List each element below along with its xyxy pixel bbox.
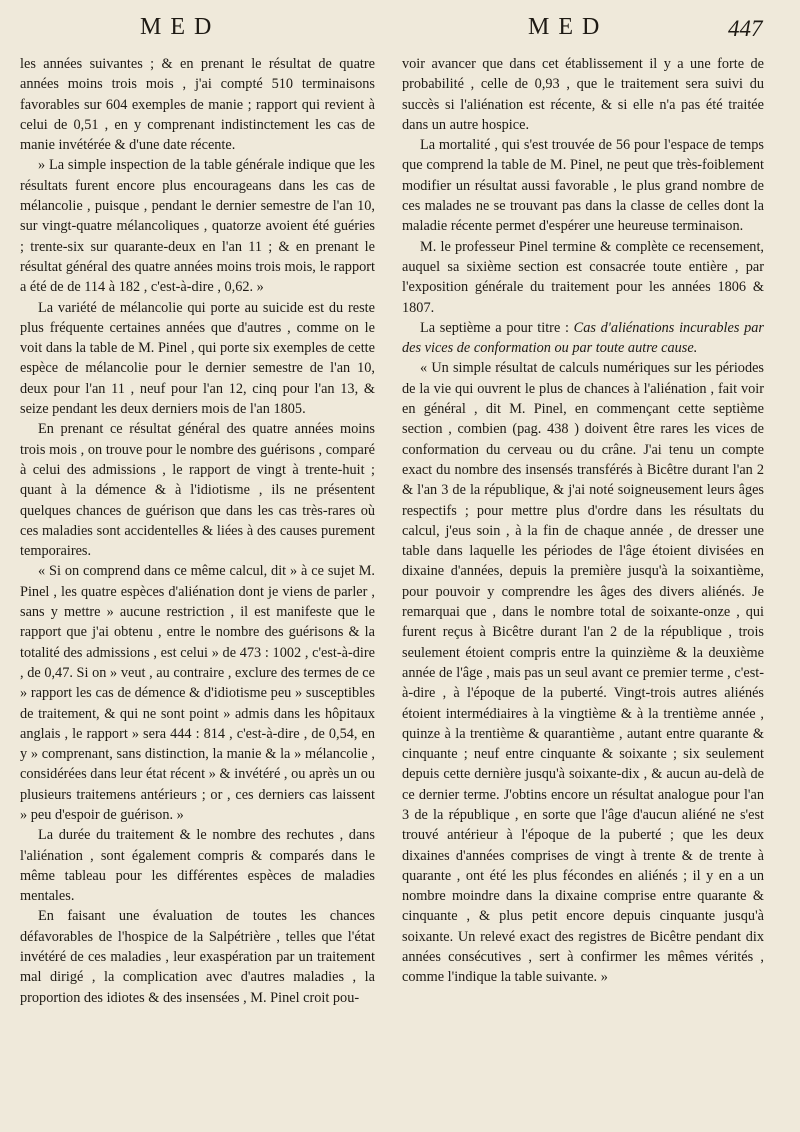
section-title-paragraph: [402, 318, 764, 359]
paragraph: les années suivantes ; & en prenant le résultat de quatre années moins trois mois , j'ai compté 510 terminaisons favorables sur 604 exemples de manie ; rapport qui revient à celui de 0,51 , en y comprenant indistinctement les cas de manie invétérée & d'une date récente.: [20, 56, 375, 154]
paragraph: En faisant une évaluation de toutes les chances défavorables de l'hospice de la Salpétrière , telles que l'état invétéré de ces maladies , leur exaspération par un traitement mal dirigé , la complication avec d'autres maladies , la proportion des idiotes & des insensées , M. Pinel croit pou-: [20, 908, 375, 1006]
quotation-paragraph: « Si on comprend dans ce même calcul, dit » à ce sujet M. Pinel , les quatre espèces d'aliénation dont je viens de parler , sans y mettre » aucune restriction , il est manifeste que le rapport que j'ai obtenu , entre le nombre des guérisons & la totalité des admissions , est celui » de 473 : 1002 , c'est-à-dire , de 0,47. Si on » veut , au contraire , exclure des termes de ce » rapport les cas de démence & d'idiotisme peu » susceptibles de traitement, & qui ne sont point » admis dans les hôpitaux anglais , le rapport » sera 444 : 814 , c'est-à-dire , de 0,54, en y » comprenant, sans distinction, la manie & la » mélancolie , considérées dans leur état récent » & invétéré , ou après un ou plusieurs traitemens antérieurs ; or , ces derniers cas laissent » peu d'espoir de guérison. »: [20, 563, 375, 823]
paragraph: La durée du traitement & le nombre des rechutes , dans l'aliénation , sont également compris & comparés dans le même tableau pour les différentes espèces de maladies mentales.: [20, 827, 375, 905]
paragraph: voir avancer que dans cet établissement il y a une forte de probabilité , celle de 0,93 , que le traitement sera suivi du succès si l'aliénation est récente, & si elle n'a pas été traitée dans un autre hospice.: [402, 56, 764, 133]
section-title: Cas d'aliénations incurables par des vices de conformation ou par toute autre cause.: [402, 319, 764, 357]
paragraph: En prenant ce résultat général des quatre années moins trois mois , on trouve pour le nombre des guérisons , comparé à celui des admissions , le rapport de vingt à trente-huit ; quant à la démence & à l'idiotisme , ils ne présentent quelques chances de guérison que dans les cas très-rares où ces maladies sont accidentelles & liées à des causes purement temporaires.: [20, 421, 375, 560]
page-number: 447: [728, 16, 763, 41]
paragraph: La variété de mélancolie qui porte au suicide est du reste plus fréquente certaines années que d'autres , comme on le voit dans la table de M. Pinel , qui porte six exemples de cette espèce de mélancolie pour le dernier semestre de l'an 10, deux pour l'an 11 , neuf pour l'an 12, cinq pour l'an 13, & seize pendant les deux derniers mois de l'an 1805.: [20, 299, 375, 418]
right-text-column: [402, 54, 764, 988]
left-running-title: MED: [140, 14, 221, 40]
quotation-paragraph: « Un simple résultat de calculs numériques sur les périodes de la vie qui ouvrent le plus de chances à l'aliénation , fait voir en général , dit M. Pinel, en commençant cette septième section , combien (pag. 438 ) doivent être rares les vices de conformation du cerveau ou du crâne. J'ai tenu un compte exact du nombre des insensés transférés à Bicêtre durant l'an 2 & l'an 3 de la république, & j'ai noté soigneusement leurs âges respectifs ; pour mettre plus d'ordre dans les résultats du calcul, j'eus soin , à la fin de chaque année , de dresser une table dans laquelle les périodes de l'âge étoient divisées en dixaine d'années, depuis la première jusqu'à la soixantième, pour pouvoir y comprendre les âges des divers aliénés. Je remarquai que , dans le nombre total de soixante-onze , qui furent reçus à Bicêtre durant l'an 2 de la république , trois seulement étoient compris entre la quinzième & la deuxième année de l'âge , mais pas un seul avant ce premier terme , c'est-à-dire , à l'époque de la puberté. Vingt-trois autres aliénés étoient intermédiaires à la vingtième & à la trentième année , quinze à la trentième & quarantième , autant entre quarante & cinquante ; neuf entre cinquante & soixante ; six seulement depuis cette dernière jusqu'à soixante-dix , & aucun au-delà de ce dernier terme. J'obtins encore un résultat analogue pour l'an 3 de la république , en sorte que l'âge d'aucun aliéné ne s'est trouvé antérieur à l'époque de la puberté ; que les deux dixaines d'années comprises de vingt à trente & de trente à quarante , ont été les plus fécondes en aliénés ; il y en a un nombre moindre dans la dixaine comprise entre quarante & cinquante , & plus petit encore depuis cinquante jusqu'à soixante. Un relevé exact des registres de Bicêtre pendant dix années consécutives , sert à confirmer les mêmes vérités , comme l'indique la table suivante. »: [402, 360, 764, 986]
section-lead: La septième a pour titre :: [420, 319, 574, 336]
paragraph: » La simple inspection de la table générale indique que les résultats furent encore plus encourageans dans les cas de mélancolie , puisque , pendant le dernier semestre de l'an 10, sur vingt-quatre mélancoliques , quatorze avoient été guéries ; trente-six sur quarante-deux en l'an 11 ; & en prenant le résultat général des quatre années moins trois mois, le rapport a été de de 114 à 182 , c'est-à-dire , 0,62. »: [20, 157, 375, 296]
paragraph: M. le professeur Pinel termine & complète ce recensement, auquel sa sixième section est consacrée toute entière , par l'exposition générale du traitement pour les années 1806 & 1807.: [402, 238, 764, 316]
right-running-title: MED: [528, 14, 609, 40]
left-text-column: [20, 54, 375, 1008]
paragraph: La mortalité , qui s'est trouvée de 56 pour l'espace de temps que comprend la table de M. Pinel, ne peut que très-foiblement modifier un résultat aussi favorable , le plus grand nombre de ces malades ne se trouvant pas dans la classe de celles dont la maladie récente permet d'espérer une heureuse terminaison.: [402, 137, 764, 235]
running-header: [0, 8, 800, 48]
